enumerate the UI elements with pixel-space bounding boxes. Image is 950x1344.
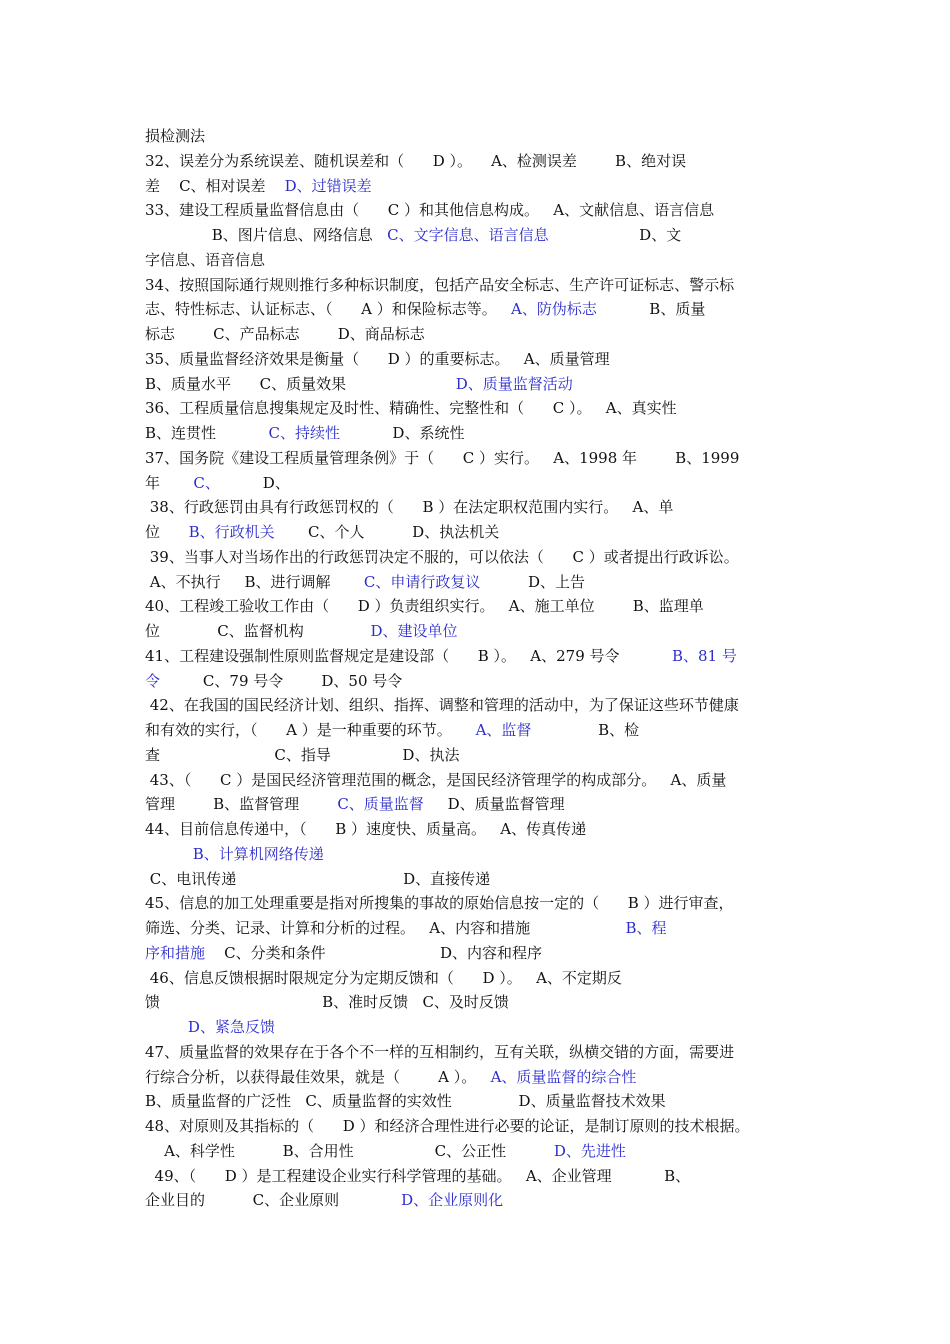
question-text: 馈 B、准时反馈 C、及时反馈	[145, 993, 509, 1012]
question-text: B、图片信息、网络信息	[145, 226, 388, 244]
question-text: A、科学性 B、合用性 C、公正性	[145, 1141, 554, 1160]
question-text: C、79 号令 D、50 号令	[160, 671, 403, 690]
question-text: 37、国务院《建设工程质量管理条例》于（ C ）实行。 A、1998 年 B、1999	[145, 448, 740, 467]
text-line	[145, 916, 810, 941]
question-text: 和有效的实行，（ A ）是一种重要的环节。	[145, 721, 476, 739]
text-line	[145, 124, 810, 149]
text-line	[145, 421, 810, 446]
text-line	[145, 570, 810, 595]
text-line	[145, 867, 810, 892]
answer-text: C、持续性	[268, 424, 340, 442]
answer-text: A、防伪标志	[511, 300, 597, 319]
question-text: 位 C、监督机构	[145, 622, 371, 640]
question-text	[145, 845, 193, 863]
answer-text: A、监督	[475, 721, 532, 739]
question-text: 筛选、分类、记录、计算和分析的过程。 A、内容和措施	[145, 919, 626, 937]
text-line	[145, 1015, 810, 1040]
question-text: 年	[145, 473, 194, 492]
text-line	[145, 297, 810, 322]
answer-text: C、	[193, 473, 220, 492]
question-text: 损检测法	[145, 127, 206, 145]
question-text: C、电讯传递 D、直接传递	[145, 869, 491, 888]
text-line	[145, 347, 810, 372]
answer-text: B、行政机关	[188, 523, 275, 541]
text-line	[145, 495, 810, 520]
document-body	[145, 124, 810, 1213]
text-line	[145, 1114, 810, 1139]
question-text: 45、信息的加工处理重要是指对所搜集的事故的原始信息按一定的（ B ）进行审查，	[145, 894, 734, 913]
question-text: 行综合分析，以获得最佳效果，就是（ A ）。	[145, 1067, 491, 1086]
text-line	[145, 1089, 810, 1114]
text-line	[145, 396, 810, 421]
answer-text: D、建设单位	[370, 622, 458, 640]
question-text: 位	[145, 523, 189, 541]
text-line	[145, 743, 810, 768]
question-text: A、不执行 B、进行调解	[145, 572, 364, 591]
text-line	[145, 644, 810, 669]
answer-text: 序和措施	[145, 943, 206, 962]
text-line	[145, 520, 810, 545]
answer-text: 令	[145, 671, 161, 690]
text-line	[145, 471, 810, 496]
text-line	[145, 1065, 810, 1090]
text-line	[145, 669, 810, 694]
text-line	[145, 248, 810, 273]
answer-text: C、文字信息、语言信息	[387, 226, 549, 244]
text-line	[145, 1188, 810, 1213]
text-line	[145, 1040, 810, 1065]
text-line	[145, 594, 810, 619]
text-line	[145, 149, 810, 174]
answer-text: C、申请行政复议	[363, 572, 481, 591]
question-text: 38、行政惩罚由具有行政惩罚权的（ B ）在法定职权范围内实行。 A、单	[145, 498, 674, 517]
question-text: 33、建设工程质量监督信息由（ C ）和其他信息构成。 A、文献信息、语言信息	[145, 201, 715, 220]
question-text: D、	[219, 473, 290, 492]
text-line	[145, 174, 810, 199]
text-line	[145, 718, 810, 743]
text-line	[145, 990, 810, 1015]
question-text: 差 C、相对误差	[145, 176, 285, 195]
text-line	[145, 545, 810, 570]
text-line	[145, 322, 810, 347]
question-text: B、检	[531, 721, 640, 739]
text-line	[145, 372, 810, 397]
question-text: 35、质量监督经济效果是衡量（ D ）的重要标志。 A、质量管理	[145, 349, 610, 368]
answer-text: B、程	[625, 919, 667, 937]
text-line	[145, 792, 810, 817]
question-text: 字信息、语音信息	[145, 250, 266, 269]
question-text: 企业目的 C、企业原则	[145, 1191, 402, 1210]
question-text: B、质量监督的广泛性 C、质量监督的实效性 D、质量监督技术效果	[145, 1092, 666, 1111]
question-text: D、上告	[480, 572, 586, 591]
question-text: 管理 B、监督管理	[145, 795, 338, 814]
question-text: 42、在我国的国民经济计划、组织、指挥、调整和管理的活动中，为了保证这些环节健康	[145, 696, 739, 715]
question-text: B、连贯性	[145, 424, 269, 442]
question-text: D、系统性	[339, 424, 465, 442]
question-text: 48、对原则及其指标的（ D ）和经济合理性进行必要的论证，是制订原则的技术根据。	[145, 1117, 750, 1135]
text-line	[145, 768, 810, 793]
question-text: C、个人 D、执法机关	[274, 523, 500, 541]
text-line	[145, 842, 810, 867]
question-text	[145, 1018, 188, 1036]
answer-text: D、质量监督活动	[455, 374, 573, 393]
question-text: 44、目前信息传递中，（ B ）速度快、质量高。 A、传真传递	[145, 820, 587, 838]
question-text: 34、按照国际通行规则推行多种标识制度，包括产品安全标志、生产许可证标志、警示标	[145, 275, 735, 294]
question-text: B、质量水平 C、质量效果	[145, 374, 456, 393]
question-text: 32、误差分为系统误差、随机误差和（ D ）。 A、检测误差 B、绝对误	[145, 151, 687, 170]
text-line	[145, 273, 810, 298]
answer-text: D、先进性	[553, 1141, 626, 1160]
text-line	[145, 1164, 810, 1189]
question-text: B、质量	[596, 300, 706, 319]
answer-text: D、紧急反馈	[187, 1018, 275, 1036]
question-text: 47、质量监督的效果存在于各个不一样的互相制约，互有关联，纵横交错的方面，需要进	[145, 1042, 735, 1061]
question-text: 36、工程质量信息搜集规定及时性、精确性、完整性和（ C ）。 A、真实性	[145, 399, 677, 418]
question-text: 41、工程建设强制性原则监督规定是建设部（ B ）。 A、279 号令	[145, 646, 672, 665]
question-text: 查 C、指导 D、执法	[145, 745, 460, 764]
question-text: D、质量监督管理	[423, 795, 565, 814]
question-text: 39、当事人对当场作出的行政惩罚决定不服的，可以依法（ C ）或者提出行政诉讼。	[145, 547, 739, 566]
question-text: D、文	[548, 226, 682, 244]
text-line	[145, 891, 810, 916]
question-text: 40、工程竣工验收工作由（ D ）负责组织实行。 A、施工单位 B、监理单	[145, 597, 704, 616]
answer-text: B、81 号	[671, 646, 737, 665]
text-line	[145, 817, 810, 842]
text-line	[145, 966, 810, 991]
text-line	[145, 198, 810, 223]
text-line	[145, 1139, 810, 1164]
question-text: 志、特性标志、认证标志、（ A ）和保险标志等。	[145, 300, 512, 319]
text-line	[145, 693, 810, 718]
question-text: C、分类和条件 D、内容和程序	[205, 943, 543, 962]
text-line	[145, 223, 810, 248]
question-text: 标志 C、产品标志 D、商品标志	[145, 325, 425, 343]
text-line	[145, 619, 810, 644]
answer-text: D、过错误差	[284, 176, 372, 195]
text-line	[145, 941, 810, 966]
question-text: 49、（ D ）是工程建设企业实行科学管理的基础。 A、企业管理 B、	[145, 1166, 691, 1185]
question-text: 46、信息反馈根据时限规定分为定期反馈和（ D ）。 A、不定期反	[145, 968, 622, 987]
answer-text: D、企业原则化	[401, 1191, 504, 1210]
answer-text: A、质量监督的综合性	[490, 1067, 637, 1086]
answer-text: B、计算机网络传递	[192, 844, 324, 863]
question-text: 43、（ C ）是国民经济管理范围的概念，是国民经济管理学的构成部分。 A、质量	[145, 770, 727, 789]
text-line	[145, 446, 810, 471]
answer-text: C、质量监督	[337, 795, 424, 814]
